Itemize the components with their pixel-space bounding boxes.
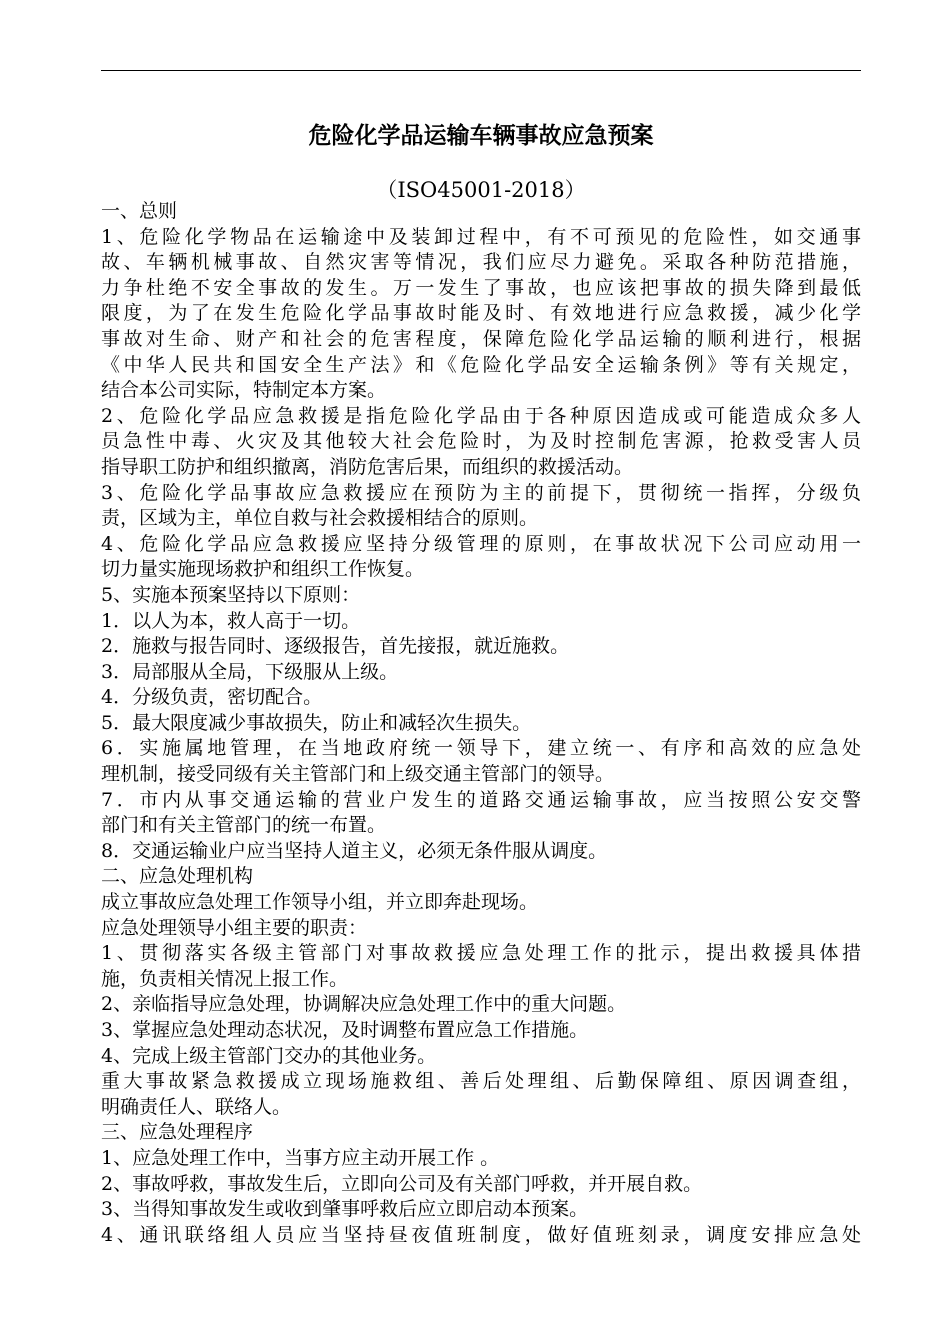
body-line: 5、实施本预案坚持以下原则：: [101, 583, 361, 606]
body-line: 三、应急处理程序: [101, 1121, 254, 1144]
body-line: 故、车辆机械事故、自然灾害等情况，我们应尽力避免。采取各种防范措施，: [101, 251, 861, 274]
body-line: 4、危险化学品应急救援应坚持分级管理的原则，在事故状况下公司应动用一: [101, 532, 861, 555]
body-line: 1、危险化学物品在运输途中及装卸过程中，有不可预见的危险性，如交通事: [101, 225, 861, 248]
body-line: 明确责任人、联络人。: [101, 1095, 292, 1118]
body-line: 2、事故呼救，事故发生后，立即向公司及有关部门呼救，并开展自救。: [101, 1172, 703, 1195]
body-line: 理机制，接受同级有关主管部门和上级交通主管部门的领导。: [101, 763, 615, 786]
body-line: 3、当得知事故发生或收到肇事呼救后应立即启动本预案。: [101, 1198, 589, 1221]
body-line: 2、危险化学品应急救援是指危险化学品由于各种原因造成或可能造成众多人: [101, 404, 861, 427]
body-line: 应急处理领导小组主要的职责：: [101, 916, 368, 939]
body-line: 7．市内从事交通运输的营业户发生的道路交通运输事故，应当按照公安交警: [101, 788, 861, 811]
body-line: 1、应急处理工作中，当事方应主动开展工作 。: [101, 1146, 500, 1169]
body-line: 重大事故紧急救援成立现场施救组、善后处理组、后勤保障组、原因调查组，: [101, 1070, 861, 1093]
body-line: 限度，为了在发生危险化学品事故时能及时、有效地进行应急救援，减少化学: [101, 302, 861, 325]
body-line: 3．局部服从全局，下级服从上级。: [101, 660, 399, 683]
document-subtitle: （ISO45001-2018）: [376, 178, 586, 202]
body-line: 责，区域为主，单位自救与社会救援相结合的原则。: [101, 507, 539, 530]
body-line: 指导职工防护和组织撤离，消防危害后果，而组织的救援活动。: [101, 455, 634, 478]
body-line: 2、亲临指导应急处理，协调解决应急处理工作中的重大问题。: [101, 993, 627, 1016]
body-line: 切力量实施现场救护和组织工作恢复。: [101, 558, 425, 581]
body-line: 二、应急处理机构: [101, 865, 254, 888]
body-line: 4．分级负责，密切配合。: [101, 686, 323, 709]
body-line: 5．最大限度减少事故损失，防止和减轻次生损失。: [101, 711, 532, 734]
body-line: 6．实施属地管理，在当地政府统一领导下，建立统一、有序和高效的应急处: [101, 737, 861, 760]
body-line: 施，负责相关情况上报工作。: [101, 967, 349, 990]
body-line: 结合本公司实际，特制定本方案。: [101, 379, 387, 402]
body-line: 4、通讯联络组人员应当坚持昼夜值班制度，做好值班刻录，调度安排应急处: [101, 1223, 861, 1246]
body-line: 1．以人为本，救人高于一切。: [101, 609, 361, 632]
body-line: 3、掌握应急处理动态状况，及时调整布置应急工作措施。: [101, 1019, 589, 1041]
body-line: 1、贯彻落实各级主管部门对事故救援应急处理工作的批示，提出救援具体措: [101, 942, 861, 965]
document-title: 危险化学品运输车辆事故应急预案: [308, 122, 654, 149]
body-line: 员急性中毒、火灾及其他较大社会危险时，为及时控制危害源，抢救受害人员: [101, 430, 861, 453]
body-line: 《中华人民共和国安全生产法》和《危险化学品安全运输条例》等有关规定，: [101, 353, 861, 376]
body-line: 力争杜绝不安全事故的发生。万一发生了事故，也应该把事故的损失降到最低: [101, 276, 861, 299]
body-line: 一、总则: [101, 200, 178, 222]
body-line: 3、危险化学品事故应急救援应在预防为主的前提下，贯彻统一指挥，分级负: [101, 481, 861, 504]
body-line: 8．交通运输业户应当坚持人道主义，必须无条件服从调度。: [101, 839, 608, 862]
document-body: [101, 199, 861, 1248]
body-line: 部门和有关主管部门的统一布置。: [101, 814, 387, 837]
body-line: 4、完成上级主管部门交办的其他业务。: [101, 1044, 437, 1067]
body-line: 成立事故应急处理工作领导小组，并立即奔赴现场。: [101, 891, 539, 914]
header-rule: [101, 70, 861, 71]
body-line: 事故对生命、财产和社会的危害程度，保障危险化学品运输的顺利进行，根据: [101, 327, 861, 350]
body-line: 2．施救与报告同时、逐级报告，首先接报，就近施救。: [101, 635, 570, 658]
